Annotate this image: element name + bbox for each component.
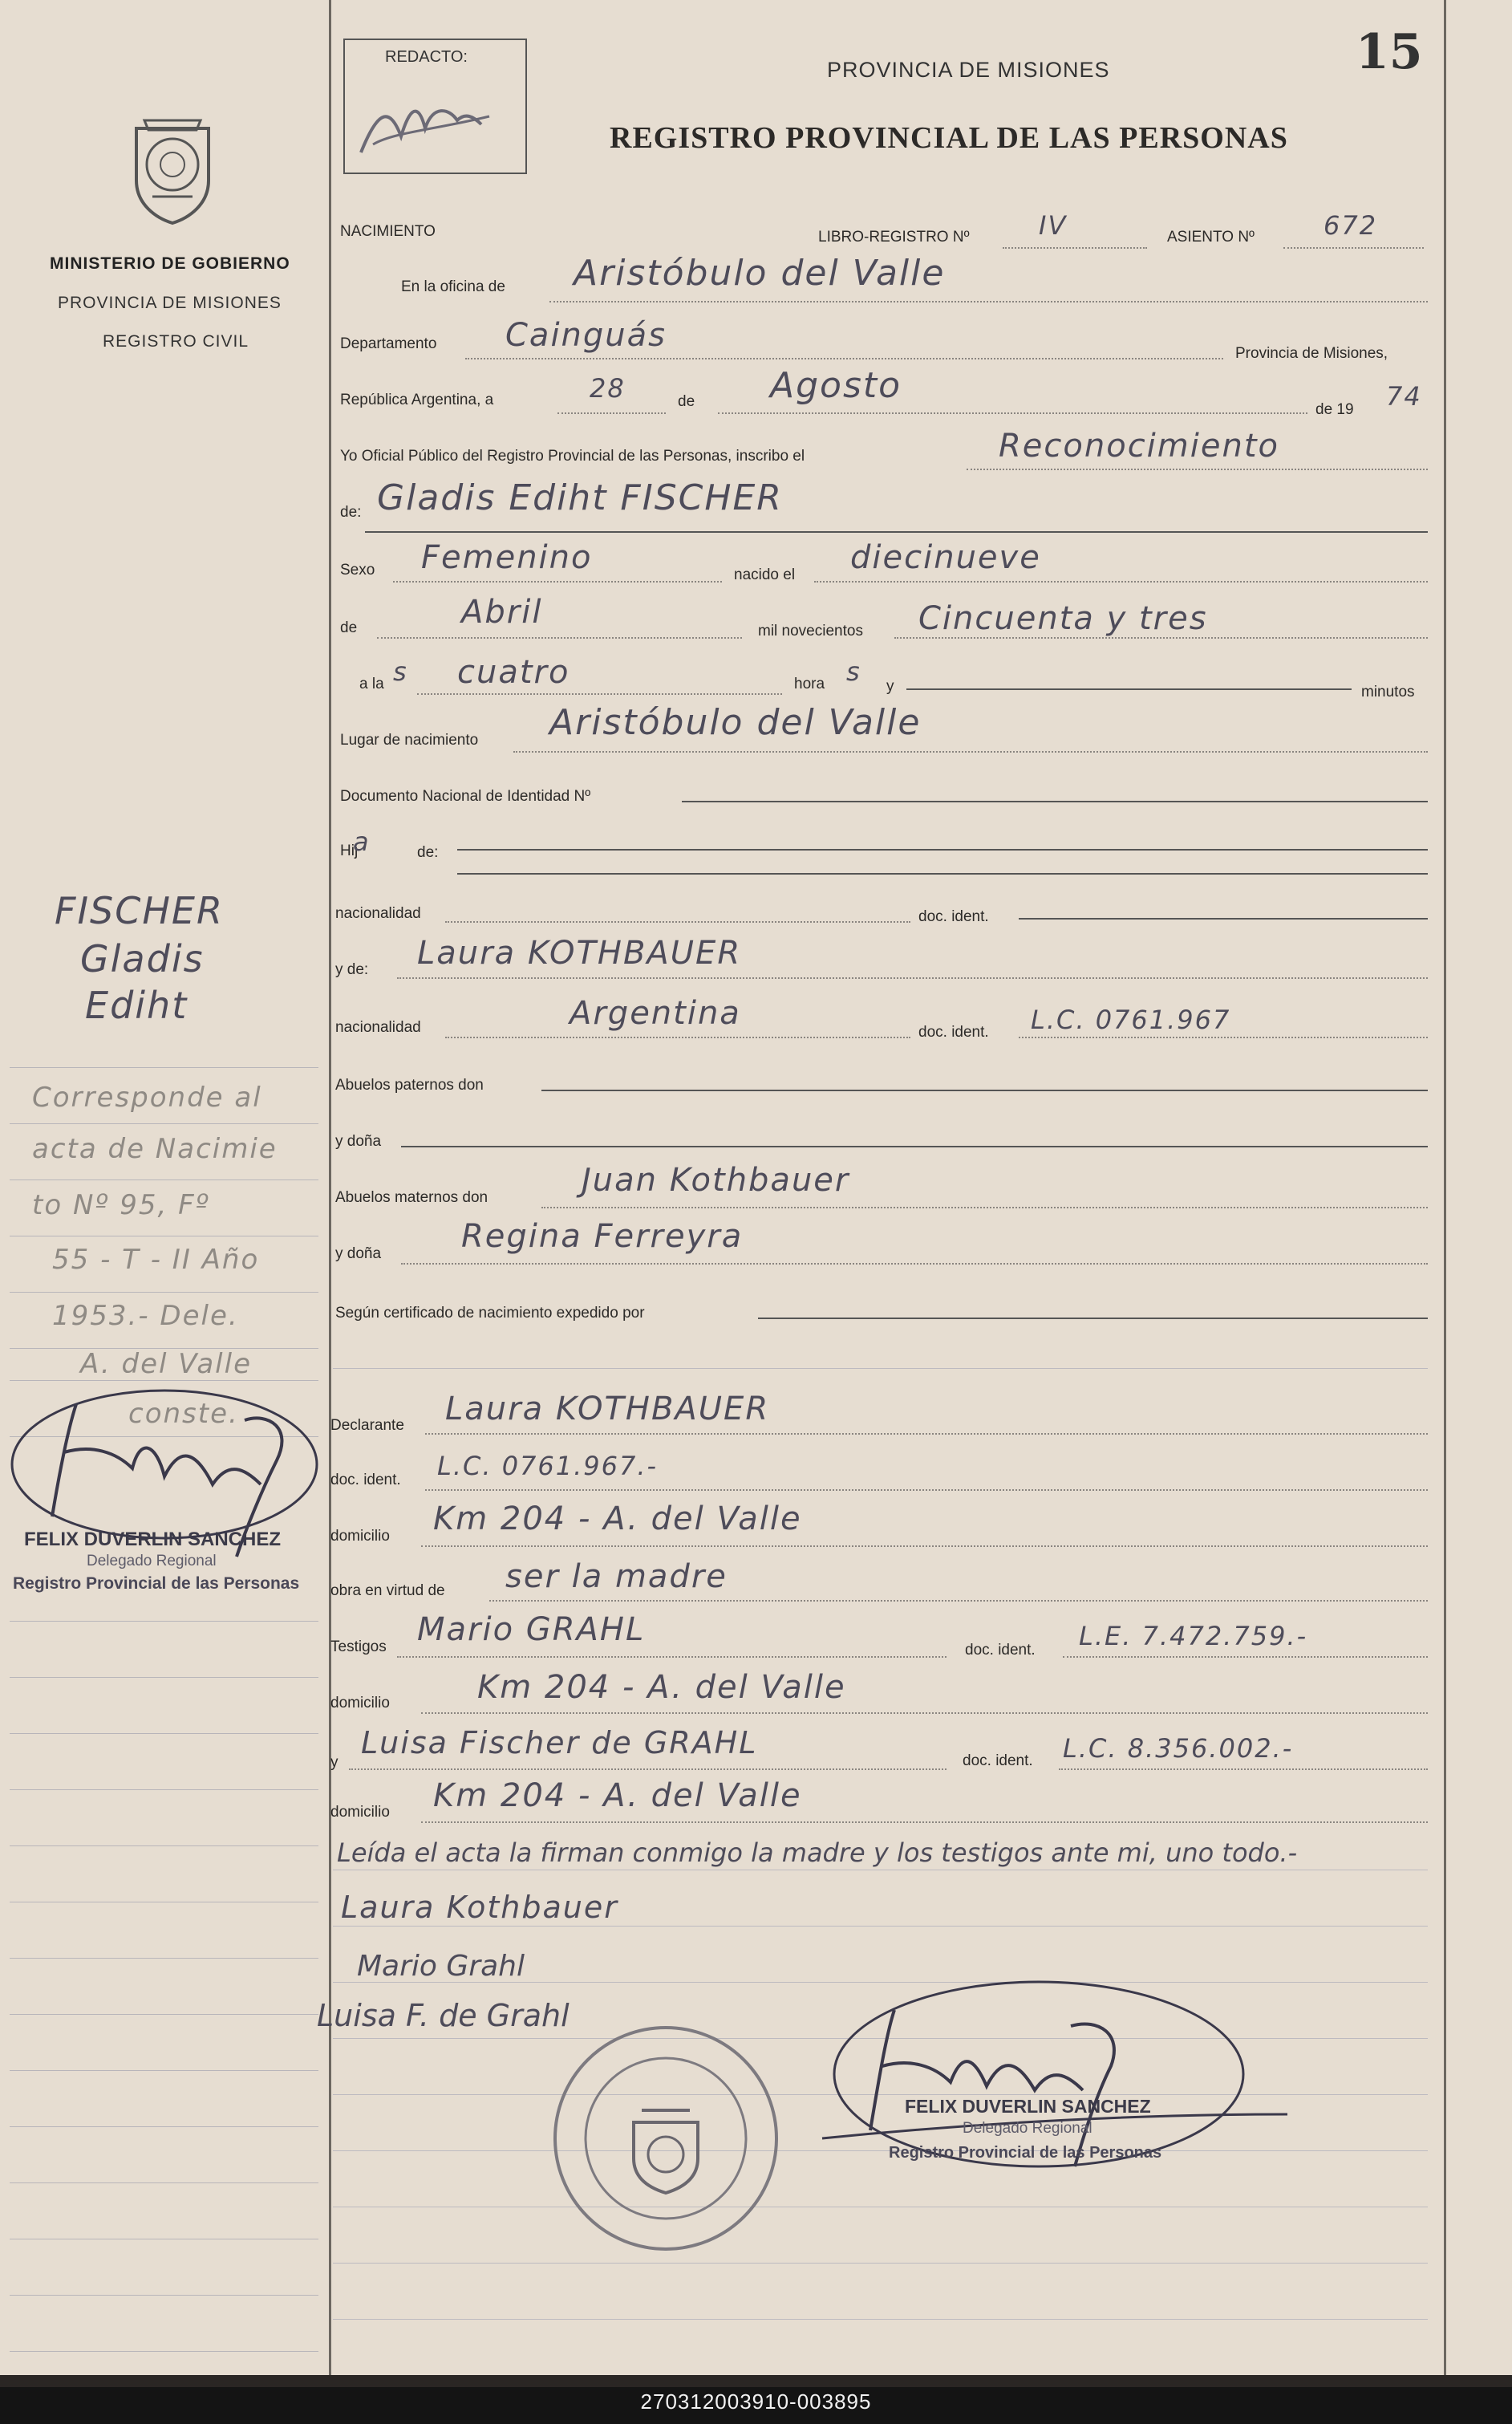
- doc-ident2-label: doc. ident.: [918, 1024, 989, 1041]
- right-margin-line: [1444, 0, 1446, 2375]
- documento-label: Documento Nacional de Identidad Nº: [340, 788, 591, 805]
- nacido-label: nacido el: [734, 566, 796, 583]
- domicilio-testigo1-value: Km 204 - A. del Valle: [477, 1669, 846, 1706]
- dotted-line: [541, 1207, 1428, 1208]
- ruled-line: [10, 1292, 318, 1293]
- signature-witness1: Mario Grahl: [357, 1950, 525, 1983]
- asiento-label: ASIENTO Nº: [1167, 229, 1255, 246]
- dotted-line: [1019, 1037, 1428, 1038]
- solid-line: [682, 801, 1428, 802]
- domicilio1-label: domicilio: [330, 1528, 390, 1545]
- margin-surname: FISCHER: [55, 889, 224, 932]
- libro-label: LIBRO-REGISTRO Nº: [818, 229, 970, 246]
- departamento-value: Cainguás: [505, 317, 667, 354]
- doc-ident1-label: doc. ident.: [918, 908, 989, 925]
- official-seal: [545, 2018, 786, 2259]
- registry-heading: REGISTRO PROVINCIAL DE LAS PERSONAS: [610, 121, 1288, 155]
- dotted-line: [397, 977, 1428, 979]
- solid-line: [457, 873, 1428, 875]
- margin-secondname: Ediht: [85, 984, 188, 1027]
- doc-testigo1-value: L.E. 7.472.759.-: [1079, 1621, 1308, 1651]
- hora-value: cuatro: [457, 654, 570, 691]
- acto-value: Reconocimiento: [999, 428, 1279, 465]
- de1-label: de: [678, 393, 695, 410]
- obra-label: obra en virtud de: [330, 1582, 445, 1599]
- abuelos-mat-label: Abuelos maternos don: [335, 1189, 488, 1206]
- doc-declarante-value: L.C. 0761.967.-: [437, 1451, 659, 1481]
- dotted-line: [445, 1037, 910, 1038]
- asiento-value: 672: [1324, 210, 1378, 241]
- mil-label: mil novecientos: [758, 623, 863, 639]
- dotted-line: [1283, 247, 1424, 249]
- ruled-line: [10, 2351, 318, 2352]
- dotted-line: [421, 1712, 1428, 1714]
- obra-value: ser la madre: [505, 1558, 728, 1595]
- stamp-left-title: Delegado Regional: [87, 1553, 217, 1569]
- hij-label: Hij: [340, 843, 359, 859]
- annotation-line: to Nº 95, Fº: [32, 1189, 210, 1221]
- dotted-line: [1059, 1768, 1428, 1770]
- annotation-line: acta de Nacimie: [32, 1133, 278, 1165]
- stamp-right-name: FELIX DUVERLIN SANCHEZ: [905, 2096, 1151, 2117]
- civil-registry: REGISTRO CIVIL: [103, 332, 249, 351]
- de4-label: de:: [417, 844, 439, 861]
- doc-ident5-label: doc. ident.: [963, 1752, 1033, 1769]
- segun-label: Según certificado de nacimiento expedido por: [335, 1305, 645, 1322]
- nacido-mes-value: Abril: [461, 594, 543, 631]
- redacto-initials: [345, 40, 525, 173]
- y-label: y: [886, 678, 894, 695]
- ruled-line: [10, 2295, 318, 2296]
- declarante-value: Laura KOTHBAUER: [445, 1391, 770, 1427]
- de2-label: de:: [340, 504, 362, 521]
- declarante-label: Declarante: [330, 1417, 404, 1434]
- sexo-value: Femenino: [421, 539, 593, 576]
- redacto-box: [343, 39, 527, 174]
- testigo2-value: Luisa Fischer de GRAHL: [361, 1725, 758, 1760]
- a-la-suffix: s: [393, 656, 408, 687]
- ruled-line: [333, 2319, 1428, 2320]
- madre-value: Laura KOTHBAUER: [417, 935, 742, 972]
- dotted-line: [513, 751, 1428, 753]
- mes-value: Agosto: [770, 365, 902, 406]
- ruled-line: [10, 1677, 318, 1678]
- solid-line: [401, 1146, 1428, 1147]
- hij-suffix: a: [353, 826, 371, 857]
- ruled-line: [10, 1621, 318, 1622]
- dotted-line: [417, 693, 782, 695]
- dotted-line: [421, 1545, 1428, 1547]
- annotation-line: Corresponde al: [32, 1082, 262, 1114]
- domicilio2-label: domicilio: [330, 1695, 390, 1711]
- y-dona2-label: y doña: [335, 1245, 382, 1262]
- yo-oficial-label: Yo Oficial Público del Registro Provincial de las Personas, inscribo el: [340, 448, 805, 465]
- doc-ident4-label: doc. ident.: [965, 1642, 1036, 1659]
- annotation-line: A. del Valle: [80, 1348, 252, 1380]
- domicilio-declarante-value: Km 204 - A. del Valle: [433, 1500, 802, 1537]
- solid-line: [1019, 918, 1428, 920]
- dotted-line: [549, 301, 1428, 302]
- ministry-heading: MINISTERIO DE GOBIERNO: [50, 254, 290, 273]
- dotted-line: [425, 1433, 1428, 1435]
- left-province: PROVINCIA DE MISIONES: [58, 294, 282, 312]
- ruled-line: [10, 1733, 318, 1734]
- nacido-dia-value: diecinueve: [850, 539, 1041, 576]
- solid-line: [906, 688, 1352, 690]
- ruled-line: [333, 1368, 1428, 1369]
- margin-firstname: Gladis: [80, 937, 205, 981]
- dotted-line: [401, 1263, 1428, 1265]
- dotted-line: [894, 637, 1428, 639]
- hora-label: hora: [794, 676, 825, 692]
- ruled-line: [10, 1845, 318, 1846]
- oficina-label: En la oficina de: [401, 278, 505, 295]
- province-heading: PROVINCIA DE MISIONES: [827, 58, 1110, 82]
- de3-label: de: [340, 619, 358, 636]
- doc-madre-value: L.C. 0761.967: [1031, 1005, 1231, 1035]
- dotted-line: [557, 412, 666, 414]
- dotted-line: [465, 358, 1223, 359]
- annotation-line: 1953.- Dele.: [52, 1300, 239, 1332]
- y2-label: y: [330, 1754, 338, 1771]
- dotted-line: [718, 412, 1307, 414]
- y-de-label: y de:: [335, 961, 369, 978]
- signature-witness2: Luisa F. de Grahl: [317, 1998, 570, 2033]
- nacido-anio-value: Cincuenta y tres: [918, 600, 1208, 637]
- solid-line: [758, 1318, 1428, 1319]
- nacionalidad-madre-value: Argentina: [570, 995, 741, 1032]
- ruled-line: [10, 2126, 318, 2127]
- minutos-label: minutos: [1361, 684, 1415, 700]
- de-anio-label: de 19: [1315, 401, 1354, 418]
- lugar-value: Aristóbulo del Valle: [549, 702, 922, 743]
- ruled-line: [10, 1958, 318, 1959]
- abuelo-materno-value: Juan Kothbauer: [582, 1162, 850, 1199]
- departamento-label: Departamento: [340, 335, 437, 352]
- document-id: 270312003910-003895: [640, 2389, 872, 2414]
- ruled-line: [10, 2014, 318, 2015]
- anio-value: 74: [1386, 381, 1422, 412]
- provincia-label: Provincia de Misiones,: [1235, 345, 1388, 362]
- y-dona1-label: y doña: [335, 1133, 382, 1150]
- closing-text: Leída el acta la firman conmigo la madre y los testigos ante mi, uno todo.-: [337, 1837, 1298, 1868]
- doc-testigo2-value: L.C. 8.356.002.-: [1063, 1733, 1294, 1764]
- ruled-line: [333, 2263, 1428, 2264]
- domicilio-testigo2-value: Km 204 - A. del Valle: [433, 1777, 802, 1814]
- nacimiento-label: NACIMIENTO: [340, 223, 436, 240]
- testigos-label: Testigos: [330, 1638, 387, 1655]
- dotted-line: [397, 1656, 947, 1658]
- ruled-line: [10, 1123, 318, 1124]
- stamp-right-office: Registro Provincial de las Personas: [889, 2144, 1162, 2162]
- dotted-line: [1063, 1656, 1428, 1658]
- dotted-line: [489, 1600, 1428, 1602]
- dotted-line: [349, 1768, 947, 1770]
- dotted-line: [377, 637, 742, 639]
- lugar-label: Lugar de nacimiento: [340, 732, 479, 749]
- ruled-line: [10, 2182, 318, 2183]
- ruled-line: [333, 1926, 1428, 1927]
- annotation-line: 55 - T - II Año: [52, 1244, 260, 1276]
- testigo1-value: Mario GRAHL: [417, 1611, 646, 1648]
- a-la-label: a la: [359, 676, 384, 692]
- abuelos-pat-label: Abuelos paternos don: [335, 1077, 484, 1094]
- dia-value: 28: [590, 373, 626, 404]
- solid-line: [365, 531, 1428, 533]
- solid-line: [541, 1090, 1428, 1091]
- doc-ident3-label: doc. ident.: [330, 1472, 401, 1488]
- nombre-value: Gladis Ediht FISCHER: [377, 477, 783, 518]
- oficina-value: Aristóbulo del Valle: [574, 253, 946, 294]
- abuela-materna-value: Regina Ferreyra: [461, 1218, 744, 1255]
- sexo-label: Sexo: [340, 562, 375, 579]
- annotation-line: conste.: [128, 1398, 239, 1430]
- domicilio3-label: domicilio: [330, 1804, 390, 1821]
- ruled-line: [10, 2070, 318, 2071]
- ruled-line: [10, 1789, 318, 1790]
- dotted-line: [393, 581, 722, 583]
- nacionalidad1-label: nacionalidad: [335, 905, 421, 922]
- republica-label: República Argentina, a: [340, 392, 494, 408]
- dotted-line: [421, 1821, 1428, 1823]
- stamp-left-name: FELIX DUVERLIN SANCHEZ: [24, 1529, 282, 1550]
- dotted-line: [814, 581, 1428, 583]
- dotted-line: [1003, 247, 1147, 249]
- redacto-label: REDACTO:: [385, 48, 468, 66]
- nacionalidad2-label: nacionalidad: [335, 1019, 421, 1036]
- dotted-line: [445, 921, 910, 923]
- page-number: 15: [1356, 24, 1423, 80]
- coat-of-arms-emblem: [120, 104, 225, 225]
- libro-value: IV: [1039, 210, 1068, 241]
- ruled-line: [10, 1067, 318, 1068]
- hora-suffix: s: [846, 656, 861, 687]
- dotted-line: [425, 1489, 1428, 1491]
- stamp-left-office: Registro Provincial de las Personas: [13, 1574, 300, 1593]
- dotted-line: [967, 469, 1428, 470]
- solid-line: [457, 849, 1428, 851]
- signature-mother: Laura Kothbauer: [341, 1890, 618, 1925]
- stamp-right-title: Delegado Regional: [963, 2120, 1092, 2137]
